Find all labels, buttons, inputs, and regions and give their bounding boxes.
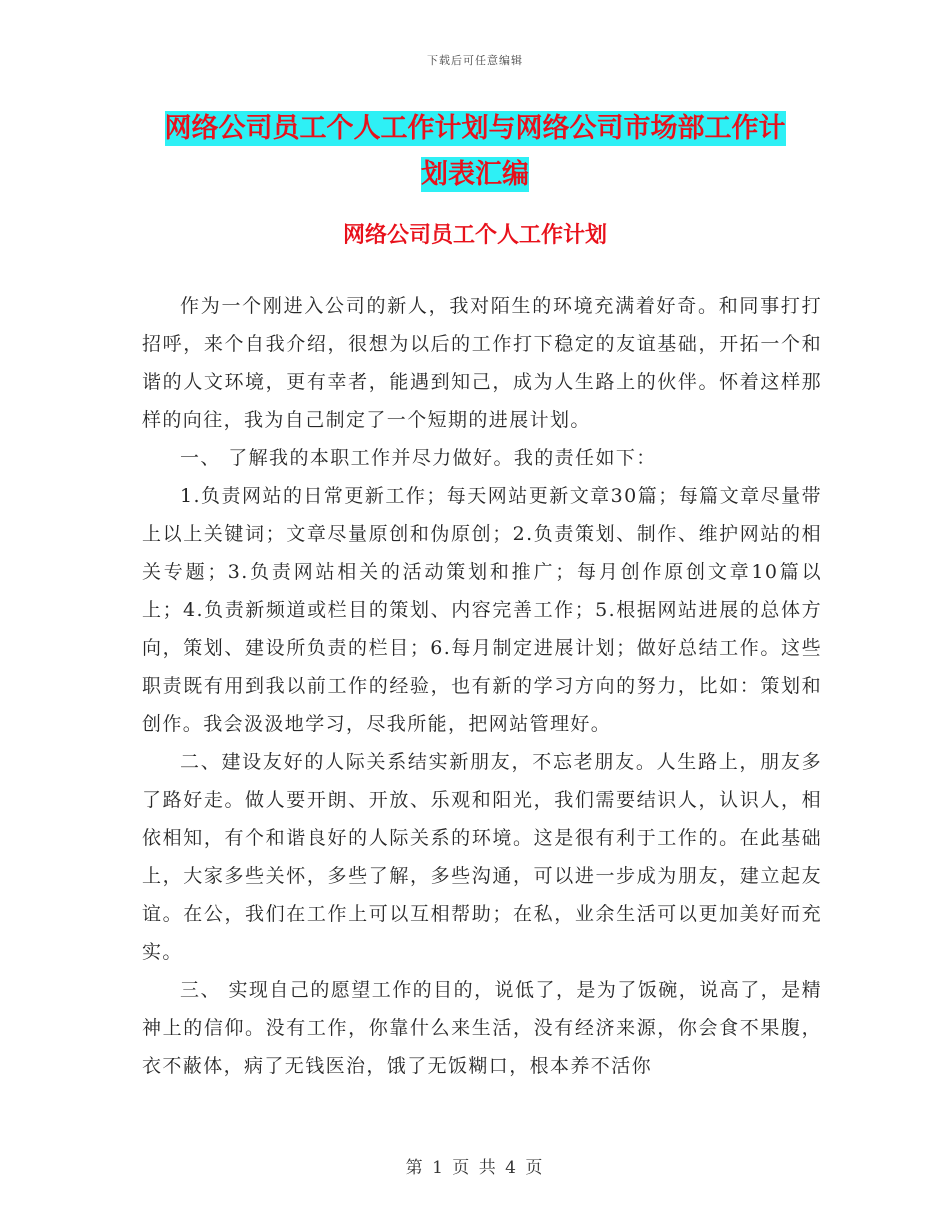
paragraph-point-3: 三、 实现自己的愿望工作的目的，说低了，是为了饭碗，说高了，是精神上的信仰。没有工作，你靠什么来生活，没有经济来源，你会食不果腹，衣不蔽体，病了无钱医治，饿了无饭糊口，根本养不活你 (142, 979, 822, 1077)
paragraph-responsibilities: 1.负责网站的日常更新工作；每天网站更新文章30篇；每篇文章尽量带上以上关键词；文章尽量原创和伪原创；2.负责策划、制作、维护网站的相关专题；3.负责网站相关的活动策划和推广；每月创作原创文章10篇以上；4.负责新频道或栏目的策划、内容完善工作；5.根据网站进展的总体方向，策划、建设所负责的栏目；6.每月制定进展计划；做好总结工作。这些职责既有用到我以前工作的经验，也有新的学习方向的努力，比如：策划和创作。我会汲汲地学习，尽我所能，把网站管理好。 (142, 485, 822, 735)
paragraph-intro: 作为一个刚进入公司的新人，我对陌生的环境充满着好奇。和同事打打招呼，来个自我介绍，很想为以后的工作打下稳定的友谊基础，开拓一个和谐的人文环境，更有幸者，能遇到知己，成为人生路上的伙伴。怀着这样那样的向往，我为自己制定了一个短期的进展计划。 (142, 295, 822, 431)
document-title (140, 106, 810, 198)
document-body (142, 287, 822, 1085)
paragraph-point-2: 二、建设友好的人际关系结实新朋友，不忘老朋友。人生路上，朋友多了路好走。做人要开朗、开放、乐观和阳光，我们需要结识人，认识人，相依相知，有个和谐良好的人际关系的环境。这是很有利于工作的。在此基础上，大家多些关怀，多些了解，多些沟通，可以进一步成为朋友，建立起友谊。在公，我们在工作上可以互相帮助；在私，业余生活可以更加美好而充实。 (142, 751, 822, 963)
page-number-footer: 第 1 页 共 4 页 (405, 1158, 545, 1178)
page-header-note: 下载后可任意编辑 (427, 54, 523, 67)
section-title: 网络公司员工个人工作计划 (342, 223, 607, 248)
document-title-line-1: 网络公司员工个人工作计划与网络公司市场部工作计 (164, 113, 786, 144)
document-title-line-2: 划表汇编 (421, 159, 529, 190)
paragraph-point-1-heading: 一、 了解我的本职工作并尽力做好。我的责任如下： (180, 447, 657, 469)
